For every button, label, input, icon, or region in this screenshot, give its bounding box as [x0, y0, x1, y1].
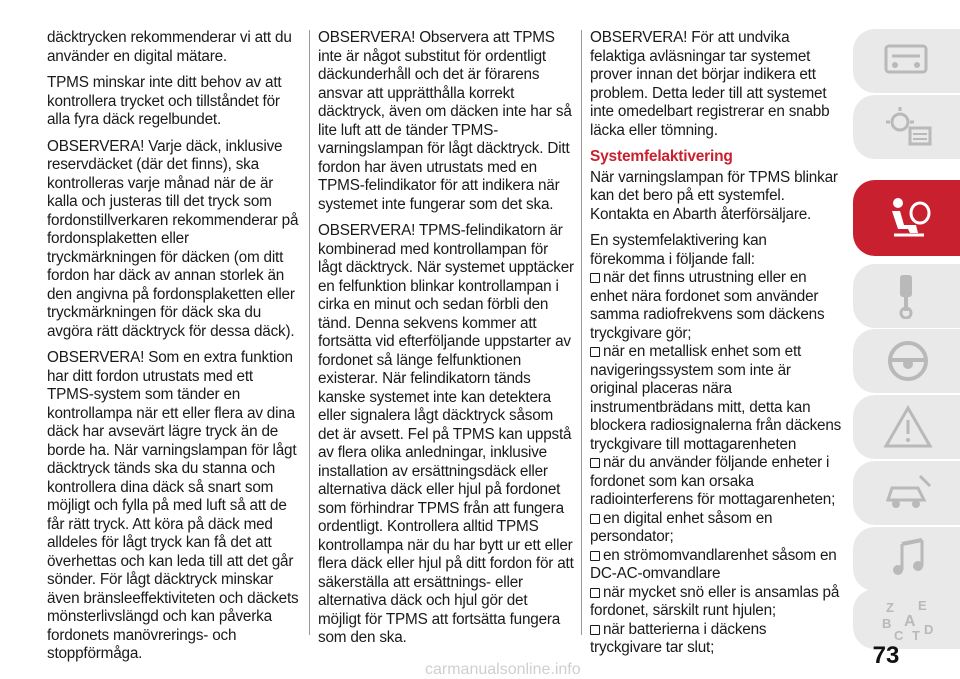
key-icon[interactable]: [853, 264, 960, 328]
list-item: när du använder följande enheter i fordonet som kan orsaka radiointerferens för mottagarenheten;: [590, 454, 836, 508]
list-item: en digital enhet såsom en persondator;: [590, 509, 773, 545]
car-dashboard-icon[interactable]: [853, 29, 960, 93]
multimedia-icon[interactable]: [853, 527, 960, 591]
svg-text:T: T: [912, 628, 920, 642]
list-item: när mycket snö eller is ansamlas på fordonet, särskilt runt hjulen;: [590, 583, 840, 619]
svg-text:C: C: [894, 628, 904, 642]
bullet-icon: [590, 625, 600, 635]
paragraph: När varningslampan för TPMS blinkar kan det bero på ett systemfel. Kontakta en Abarth återförsäljare.: [590, 168, 838, 223]
paragraph: OBSERVERA! För att undvika felaktiga avläsningar tar systemet prover innan det börjar indikera ett problem. Detta leder till att systemet inte omedelbart registrerar en snabb läcka eller tömning.: [590, 29, 830, 139]
svg-text:D: D: [924, 622, 934, 637]
page-number: 73: [872, 642, 900, 669]
paragraph: OBSERVERA! TPMS-felindikatorn är kombinerad med kontrollampan för lågt däcktryck. När systemet upptäcker en felfunktion blinkar kontrollampan i cirka en minut och sedan förbli den tänd. Denna sekvens kommer att fortsätta vid efterföljande uppstarter av fordonet så länge felfunktionen existerar. När felindikatorn tänds kanske systemet inte kan detektera eller signalera lågt däcktryck såsom det är avsett. Fel på TPMS kan uppstå av flera olika anledningar, inklusive installation av ersättningsdäck eller alternativa däck eller hjul på fordonet som förhindrar TPMS från att fungera ordentligt. Kontrollera alltid TPMS kontrollampa när du har bytt ur ett eller flera däck eller hjul på ditt fordon för att säkerställa att ersättnings- eller alternativa däck och hjul gör det möjligt för TPMS att fortsätta fungera som den ska.: [318, 222, 574, 646]
bullet-icon: [590, 273, 600, 283]
column-divider: [309, 30, 310, 635]
bullet-icon: [590, 514, 600, 524]
svg-text:A: A: [904, 613, 916, 630]
list-item: när batterierna i däckens tryckgivare tar slut;: [590, 620, 767, 656]
text-column-2: [318, 29, 574, 656]
list-item: när det finns utrustning eller en enhet nära fordonet som använder samma radiofrekvens som däckens tryckgivare gör;: [590, 269, 825, 342]
alphabetical-index-icon[interactable]: [853, 589, 960, 649]
paragraph: En systemfelaktivering kan förekomma i följande fall:: [590, 232, 767, 268]
chapter-tabs-sidebar: [853, 29, 960, 642]
bullet-icon: [590, 458, 600, 468]
maintenance-car-icon[interactable]: [853, 461, 960, 525]
svg-text:E: E: [918, 598, 927, 613]
paragraph: TPMS minskar inte ditt behov av att kontrollera trycket och tillståndet för alla fyra däck regelbundet.: [47, 74, 282, 128]
paragraph: däcktrycken rekommenderar vi att du använder en digital mätare.: [47, 29, 292, 65]
bullet-icon: [590, 551, 600, 561]
column-divider: [581, 30, 582, 635]
svg-text:Z: Z: [886, 600, 894, 615]
text-column-3: [590, 29, 842, 658]
bullet-icon: [590, 588, 600, 598]
paragraph: OBSERVERA! Varje däck, inklusive reservdäcket (där det finns), ska kontrolleras varje månad när de är kalla och justeras till det tryck som fordonstillverkaren rekommenderar på fordonsplaketten eller tryckmärkningen för däcken (om ditt fordon har däck av annan storlek än den angivna på fordonsplaketten eller tryckmärkningen för däck ska du avgöra rätt däcktryck för dessa däck).: [47, 137, 299, 340]
breakdown-triangle-icon[interactable]: [853, 395, 960, 459]
steering-wheel-icon[interactable]: [853, 329, 960, 393]
svg-text:B: B: [882, 616, 892, 631]
paragraph: OBSERVERA! Observera att TPMS inte är något substitut för ordentligt däckunderhåll och det är förarens ansvar att upprätthålla korrekt däcktryck, även om däcken inte har så lite luft att de tänder TPMS-varningslampan för lågt däcktryck. Ditt fordon har även utrustats med en TPMS-felindikator för att indikera när systemet inte fungerar som det ska.: [318, 29, 572, 213]
warning-lights-icon[interactable]: [853, 95, 960, 159]
watermark: carmanualsonline.info: [425, 661, 581, 678]
airbag-seat-icon[interactable]: [853, 180, 960, 256]
paragraph: OBSERVERA! Som en extra funktion har ditt fordon utrustats med ett TPMS-system som tänder en kontrollampa när ett eller flera av dina däck har avsevärt lägre tryck än de borde ha. När varningslampan för lågt däcktryck tänds ska du stanna och kontrollera dina däck så snart som möjligt och fylla på med luft så att de får rätt tryck. Att köra på däck med alldeles för lågt tryck kan få det att överhettas och kan leda till att det går sönder. För lågt däcktryck minskar även bränsleeffektiviteten och däckets mönsterlivslängd och kan påverka fordonets manövrerings- och stoppförmåga.: [47, 349, 299, 662]
text-column-1: [47, 29, 300, 672]
list-item: en strömomvandlarenhet såsom en DC-AC-omvandlare: [590, 546, 837, 582]
list-item: när en metallisk enhet som ett navigeringssystem som inte är original placeras nära instrumentbrädans mitt, detta kan blockera radiosignalerna från däckens tryckgivare till mottagarenheten: [590, 343, 842, 453]
section-heading: Systemfelaktivering: [590, 148, 733, 165]
bullet-icon: [590, 347, 600, 357]
